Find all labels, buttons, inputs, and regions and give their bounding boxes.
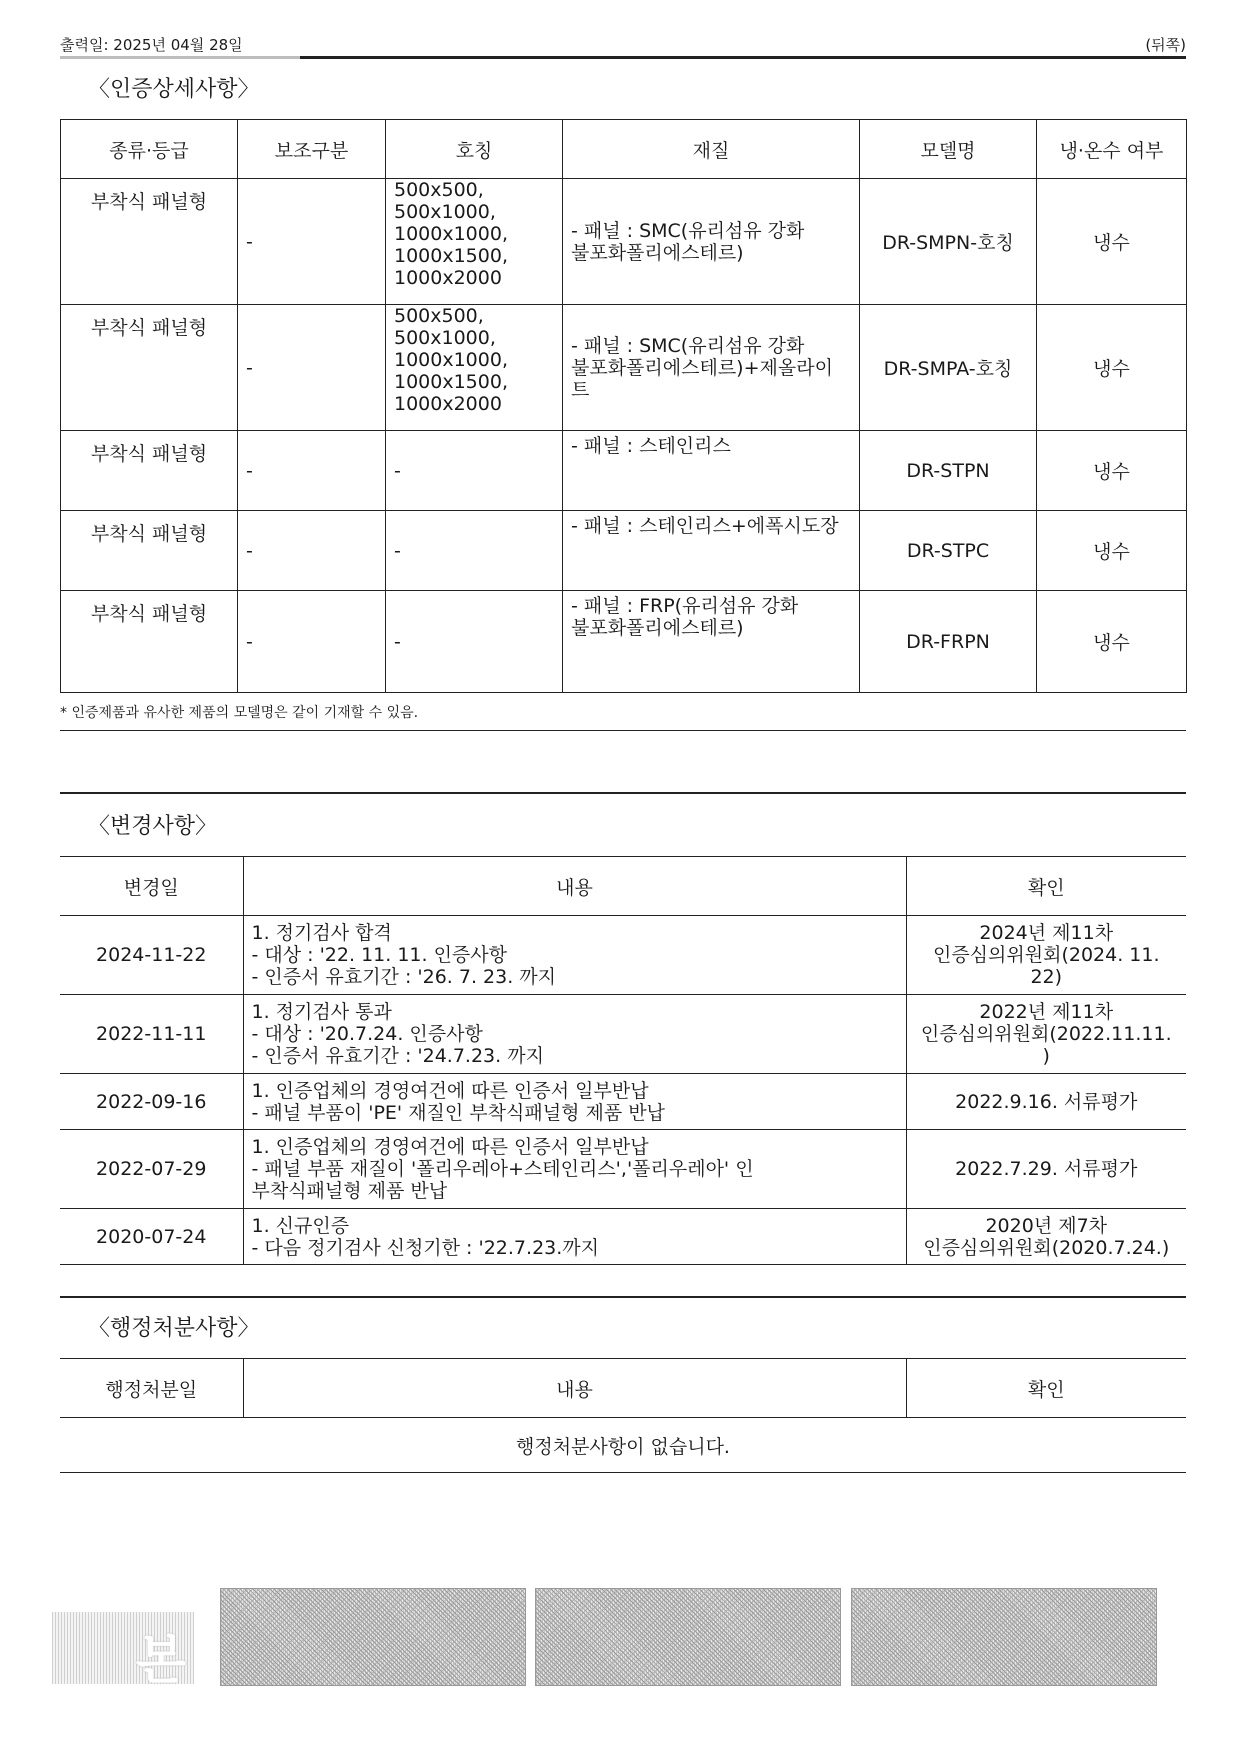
cell-water: 냉수: [1037, 305, 1187, 431]
cell-model: DR-SMPA-호칭: [860, 305, 1037, 431]
cell-change-content: 1. 정기검사 합격 - 대상 : '22. 11. 11. 인증사항 - 인증서 유효기간 : '26. 7. 23. 까지: [243, 916, 906, 995]
original-stamp: [52, 1612, 194, 1691]
cell-model: DR-FRPN: [860, 591, 1037, 693]
cell-size: -: [386, 431, 563, 511]
cell-type: 부착식 패널형: [61, 591, 238, 693]
cell-change-confirm: 2022.9.16. 서류평가: [906, 1074, 1186, 1130]
cell-sub: -: [238, 511, 386, 591]
cell-change-content: 1. 인증업체의 경영여건에 따른 인증서 일부반납 - 패널 부품 재질이 '폴리우레아+스테인리스','폴리우레아' 인 부착식패널형 제품 반납: [243, 1130, 906, 1209]
admin-empty-message: 행정처분사항이 없습니다.: [60, 1418, 1186, 1473]
cell-water: 냉수: [1037, 179, 1187, 305]
col-header-sub: 보조구분: [238, 120, 386, 179]
verification-barcode-3: [851, 1588, 1157, 1686]
detail-note: * 인증제품과 유사한 제품의 모델명은 같이 기재할 수 있음.: [60, 705, 419, 721]
cell-change-confirm: 2022.7.29. 서류평가: [906, 1130, 1186, 1209]
cell-material: - 패널 : SMC(유리섬유 강화 불포화폴리에스테르): [563, 179, 860, 305]
detail-table: [60, 119, 1187, 693]
print-date: 출력일: 2025년 04월 28일: [60, 36, 243, 54]
col-header-material: 재질: [563, 120, 860, 179]
col-header-admin-date: 행정처분일: [60, 1359, 243, 1418]
changes-section-rule: [60, 792, 1186, 794]
cell-change-confirm: 2022년 제11차 인증심의위원회(2022.11.11. ): [906, 995, 1186, 1074]
admin-table: [60, 1358, 1186, 1473]
cell-material: - 패널 : FRP(유리섬유 강화 불포화폴리에스테르): [563, 591, 860, 693]
cell-change-date: 2024-11-22: [60, 916, 243, 995]
cell-change-confirm: 2020년 제7차 인증심의위원회(2020.7.24.): [906, 1209, 1186, 1265]
cell-change-content: 1. 인증업체의 경영여건에 따른 인증서 일부반납 - 패널 부품이 'PE' 재질인 부착식패널형 제품 반납: [243, 1074, 906, 1130]
col-header-size: 호칭: [386, 120, 563, 179]
detail-section-title: 〈인증상세사항〉: [88, 77, 260, 102]
change-row: [60, 1130, 1186, 1209]
changes-header-row: [60, 857, 1186, 916]
stamp-text: 본: [135, 1631, 186, 1691]
cell-model: DR-SMPN-호칭: [860, 179, 1037, 305]
cell-water: 냉수: [1037, 511, 1187, 591]
col-header-admin-confirm: 확인: [906, 1359, 1186, 1418]
admin-header-row: [60, 1359, 1186, 1418]
detail-row: [61, 511, 1187, 591]
cell-water: 냉수: [1037, 591, 1187, 693]
cell-change-content: 1. 신규인증 - 다음 정기검사 신청기한 : '22.7.23.까지: [243, 1209, 906, 1265]
page-side-label: (뒤쪽): [1145, 36, 1186, 54]
cell-size: 500x500, 500x1000, 1000x1000, 1000x1500, 1000x2000: [386, 305, 563, 431]
changes-table: [60, 856, 1186, 1265]
cell-change-date: 2022-11-11: [60, 995, 243, 1074]
col-header-model: 모델명: [860, 120, 1037, 179]
detail-row: [61, 591, 1187, 693]
cell-water: 냉수: [1037, 431, 1187, 511]
detail-header-row: [61, 120, 1187, 179]
admin-empty-row: [60, 1418, 1186, 1473]
cell-size: -: [386, 511, 563, 591]
col-header-admin-content: 내용: [243, 1359, 906, 1418]
cell-sub: -: [238, 179, 386, 305]
cell-material: - 패널 : 스테인리스+에폭시도장: [563, 511, 860, 591]
cell-size: 500x500, 500x1000, 1000x1000, 1000x1500, 1000x2000: [386, 179, 563, 305]
cell-change-content: 1. 정기검사 통과 - 대상 : '20.7.24. 인증사항 - 인증서 유효기간 : '24.7.23. 까지: [243, 995, 906, 1074]
change-row: [60, 916, 1186, 995]
detail-row: [61, 179, 1187, 305]
detail-row: [61, 305, 1187, 431]
cell-type: 부착식 패널형: [61, 179, 238, 305]
cell-change-date: 2022-09-16: [60, 1074, 243, 1130]
cell-sub: -: [238, 305, 386, 431]
header-rule-accent: [60, 56, 300, 59]
detail-row: [61, 431, 1187, 511]
col-header-type: 종류·등급: [61, 120, 238, 179]
cell-type: 부착식 패널형: [61, 431, 238, 511]
changes-section-title: 〈변경사항〉: [88, 814, 218, 839]
verification-barcode-1: [220, 1588, 526, 1686]
cell-change-date: 2020-07-24: [60, 1209, 243, 1265]
change-row: [60, 995, 1186, 1074]
cell-material: - 패널 : SMC(유리섬유 강화 불포화폴리에스테르)+제올라이 트: [563, 305, 860, 431]
cell-model: DR-STPC: [860, 511, 1037, 591]
admin-section-rule: [60, 1296, 1186, 1298]
cell-change-date: 2022-07-29: [60, 1130, 243, 1209]
cell-type: 부착식 패널형: [61, 511, 238, 591]
col-header-change-date: 변경일: [60, 857, 243, 916]
col-header-water: 냉·온수 여부: [1037, 120, 1187, 179]
col-header-change-confirm: 확인: [906, 857, 1186, 916]
col-header-change-content: 내용: [243, 857, 906, 916]
verification-barcode-2: [535, 1588, 841, 1686]
change-row: [60, 1074, 1186, 1130]
cell-model: DR-STPN: [860, 431, 1037, 511]
detail-note-rule: [60, 730, 1186, 731]
cell-material: - 패널 : 스테인리스: [563, 431, 860, 511]
admin-section-title: 〈행정처분사항〉: [88, 1316, 260, 1341]
change-row: [60, 1209, 1186, 1265]
cell-size: -: [386, 591, 563, 693]
cell-sub: -: [238, 591, 386, 693]
cell-sub: -: [238, 431, 386, 511]
cell-change-confirm: 2024년 제11차 인증심의위원회(2024. 11. 22): [906, 916, 1186, 995]
cell-type: 부착식 패널형: [61, 305, 238, 431]
